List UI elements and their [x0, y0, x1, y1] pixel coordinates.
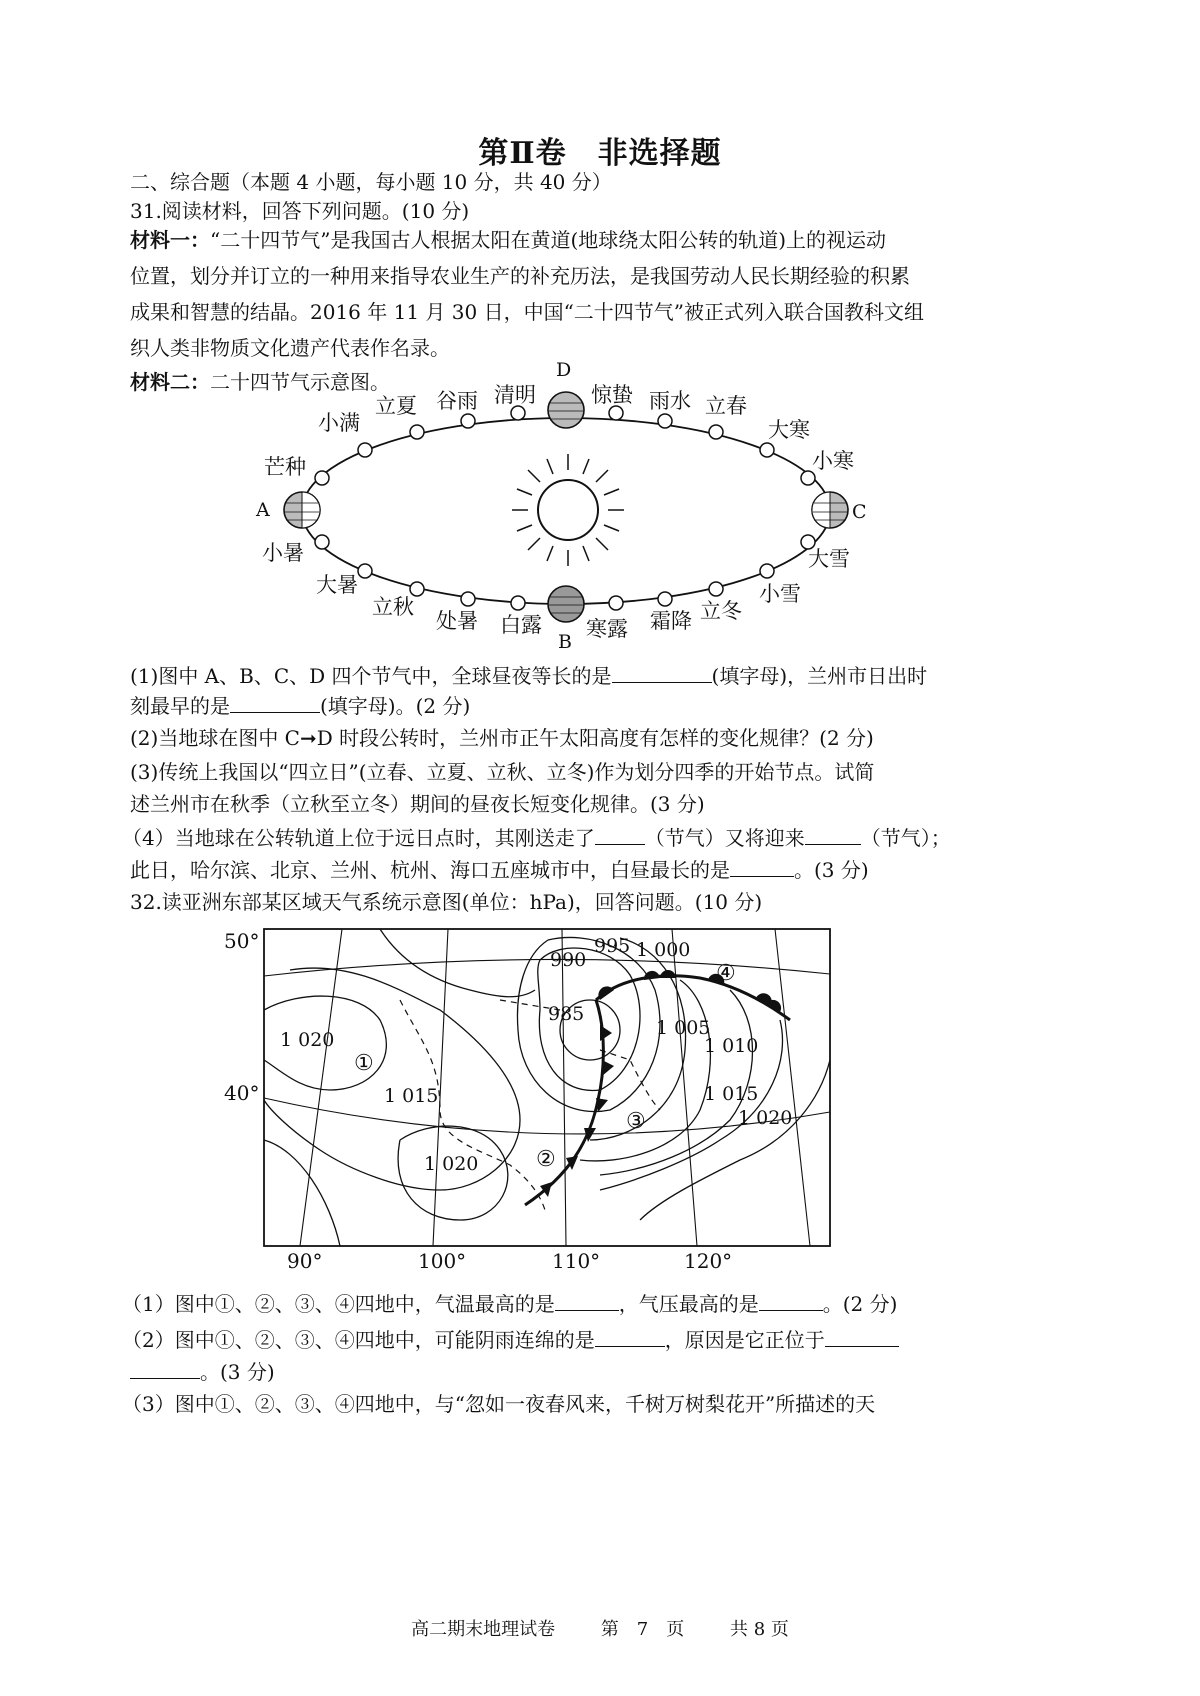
term-label-jingzhe: 惊蛰	[591, 383, 633, 407]
isobar-label-985: 985	[548, 1003, 585, 1025]
material1-label: 材料一：	[130, 228, 210, 252]
material1-line-3: 成果和智慧的结晶。2016 年 11 月 30 日，中国“二十四节气”被正式列入联合国教科文组	[130, 300, 925, 324]
isobar-label-1005: 1 005	[656, 1017, 711, 1039]
point-c-label: C	[852, 501, 867, 523]
q31-1-text-a: (1)图中 A、B、C、D 四个节气中，全球昼夜等长的是	[130, 664, 612, 688]
isobar-label-1020-east: 1 020	[738, 1107, 793, 1129]
marker-1: ①	[354, 1051, 374, 1076]
q32-2-line2	[130, 1358, 1080, 1386]
material1-line-4: 织人类非物质文化遗产代表作名录。	[130, 336, 450, 360]
isobar-label-1020-south: 1 020	[424, 1153, 479, 1175]
term-label-xiaoshu: 小暑	[262, 541, 304, 565]
lon-label-120: 120°	[684, 1249, 733, 1273]
term-label-mangzhong: 芒种	[264, 455, 306, 479]
isobar-label-1015-west: 1 015	[384, 1085, 439, 1107]
section-header: 二、综合题（本题 4 小题，每小题 10 分，共 40 分）	[130, 170, 612, 194]
point-b-label: B	[558, 631, 572, 653]
term-label-dashu: 大暑	[316, 573, 358, 597]
term-label-lidong: 立冬	[700, 599, 742, 623]
q31-1-text-b: (填字母)，兰州市日出时	[711, 664, 928, 688]
q31-3-line1: (3)传统上我国以“四立日”(立春、立夏、立秋、立冬)作为划分四季的开始节点。试简	[130, 760, 875, 784]
footer-page-number: 第 7 页	[600, 1619, 685, 1640]
point-d-label: D	[556, 359, 572, 381]
lat-label-50: 50°	[224, 929, 260, 953]
isobar-label-1020-west: 1 020	[280, 1029, 335, 1051]
isobar-label-990: 990	[550, 949, 587, 971]
material2-text: 二十四节气示意图。	[210, 370, 390, 394]
q32-header: 32.读亚洲东部某区域天气系统示意图(单位：hPa)，回答问题。(10 分)	[130, 890, 763, 914]
term-label-xiaohan: 小寒	[812, 449, 854, 473]
page-title: 第Ⅱ卷 非选择题	[478, 136, 722, 171]
term-label-lixia: 立夏	[375, 394, 417, 418]
term-label-shuangjiang: 霜降	[650, 609, 692, 633]
lon-label-90: 90°	[287, 1249, 323, 1273]
term-label-liqiu: 立秋	[372, 595, 414, 619]
q31-4-text-d: 此日，哈尔滨、北京、兰州、杭州、海口五座城市中，白昼最长的是	[130, 858, 730, 882]
answer-blank[interactable]	[555, 1290, 619, 1311]
lon-label-100: 100°	[418, 1249, 467, 1273]
q32-1-text-c: 。(2 分)	[822, 1292, 898, 1316]
isobar-label-1000: 1 000	[636, 939, 691, 961]
answer-blank[interactable]	[825, 1326, 899, 1347]
marker-4: ④	[716, 961, 736, 986]
q32-2-text-a: （2）图中①、②、③、④四地中，可能阴雨连绵的是	[122, 1328, 595, 1352]
q31-4-text-a: （4）当地球在公转轨道上位于远日点时，其刚送走了	[122, 826, 595, 850]
material2-label: 材料二：	[130, 370, 210, 394]
q31-1-text-d: (填字母)。(2 分)	[320, 694, 471, 718]
term-label-bailu: 白露	[500, 613, 542, 637]
term-label-dahan: 大寒	[768, 418, 810, 442]
q32-1-text-b: ，气压最高的是	[618, 1292, 759, 1316]
term-label-lichun: 立春	[705, 394, 747, 418]
point-a-label: A	[256, 499, 270, 521]
page-footer	[0, 1615, 1200, 1641]
marker-2: ②	[536, 1147, 556, 1172]
material1-text: “二十四节气”是我国古人根据太阳在黄道(地球绕太阳公转的轨道)上的视运动	[210, 228, 887, 252]
footer-total-pages: 共 8 页	[730, 1619, 789, 1640]
q31-4-text-b: （节气）又将迎来	[644, 826, 805, 850]
lon-label-110: 110°	[552, 1249, 601, 1273]
term-label-qingming: 清明	[494, 383, 536, 407]
term-label-daxue: 大雪	[808, 547, 850, 571]
lat-label-40: 40°	[224, 1081, 260, 1105]
q31-1-text-c: 刻最早的是	[130, 694, 230, 718]
q32-1-text-a: （1）图中①、②、③、④四地中，气温最高的是	[122, 1292, 555, 1316]
footer-exam-name: 高二期末地理试卷	[411, 1619, 556, 1640]
q32-1	[122, 1290, 1072, 1318]
isobar-label-995: 995	[594, 935, 631, 957]
q31-4-text-e: 。(3 分)	[794, 858, 869, 882]
q32-2-line1	[122, 1326, 1072, 1354]
answer-blank[interactable]	[759, 1290, 823, 1311]
term-label-yushui: 雨水	[649, 389, 691, 413]
q31-3-line2: 述兰州市在秋季（立秋至立冬）期间的昼夜长短变化规律。(3 分)	[130, 792, 705, 816]
isobar-label-1015-east: 1 015	[704, 1083, 759, 1105]
term-label-hanlu: 寒露	[586, 617, 628, 641]
term-label-xiaoxue: 小雪	[759, 582, 801, 606]
q31-header: 31.阅读材料，回答下列问题。(10 分)	[130, 199, 470, 223]
q31-2: (2)当地球在图中 C➞D 时段公转时，兰州市正午太阳高度有怎样的变化规律？(2 分)	[130, 726, 874, 750]
q32-3: （3）图中①、②、③、④四地中，与“忽如一夜春风来，千树万树梨花开”所描述的天	[122, 1392, 876, 1416]
term-label-guyu: 谷雨	[436, 389, 478, 413]
marker-3: ③	[626, 1109, 646, 1134]
isobar-label-1010: 1 010	[704, 1035, 759, 1057]
term-label-chushu: 处暑	[436, 609, 478, 633]
answer-blank[interactable]	[130, 1358, 200, 1379]
q32-2-text-b: ，原因是它正位于	[664, 1328, 825, 1352]
answer-blank[interactable]	[595, 1326, 665, 1347]
term-label-xiaoman: 小满	[318, 411, 360, 435]
material1-line-2: 位置，划分并订立的一种用来指导农业生产的补充历法，是我国劳动人民长期经验的积累	[130, 264, 910, 288]
q31-4-text-c: （节气）；	[860, 826, 951, 850]
q32-2-text-c: 。(3 分)	[200, 1360, 275, 1384]
